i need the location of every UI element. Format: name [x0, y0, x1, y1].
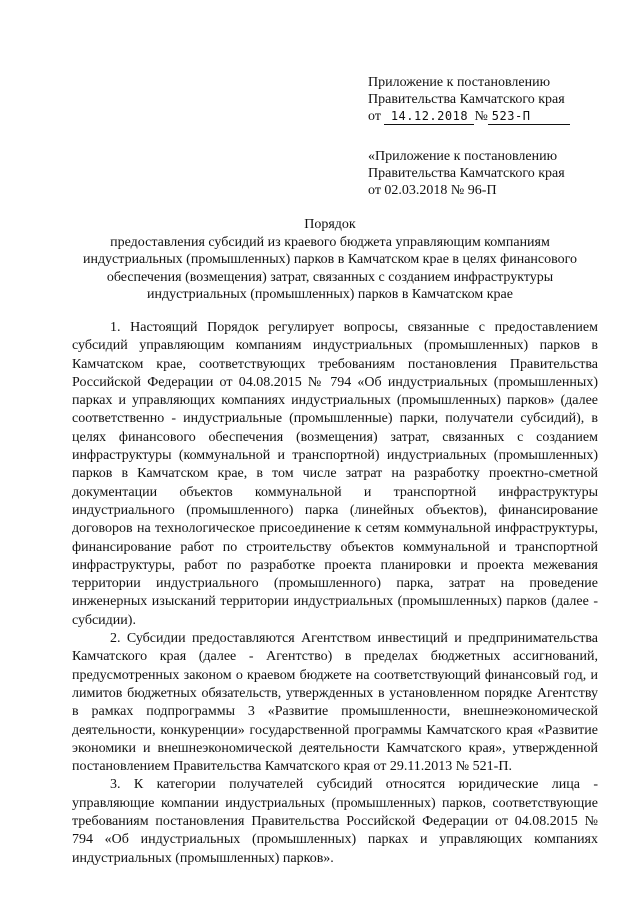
document-subtitle: предоставления субсидий из краевого бюджета управляющим компаниям индустриальных (промышленных) парков в Камчатском крае в целях финансового обеспечения (возмещения) затрат, связанных с созданием инфраструктуры индустриальных (промышленных) парков в Камчатском крае: [82, 234, 578, 302]
paragraph-3: 3. К категории получателей субсидий относятся юридические лица - управляющие компании индустриальных (промышленных) парков, соответствующие требованиям постановления Правительства Российской Федерации от 04.08.2015 № 794 «Об индустриальных (промышленных) парках и управляющих компаниях индустриальных (промышленных) парков».: [72, 777, 598, 866]
number-label: №: [474, 109, 488, 124]
appendix-number: 523-П: [491, 109, 531, 123]
paragraph-2: 2. Субсидии предоставляются Агентством инвестиций и предпринимательства Камчатского края (далее - Агентство) в пределах бюджетных ассигнований, предусмотренных законом о краевом бюджете на соответствующий финансовый год, и лимитов бюджетных обязательств, утвержденных в установленном порядке Агентству в рамках подпрограммы 3 «Развитие промышленности, внешнеэкономической деятельности, конкуренции» государственной программы Камчатского края «Развитие экономики и внешнеэкономической деятельности Камчатского края», утвержденной постановлением Правительства Камчатского края от 29.11.2013 № 521-П.: [72, 631, 598, 775]
appendix-line-2: Правительства Камчатского края: [368, 92, 565, 107]
appendix-header-old: [368, 148, 565, 199]
appendix-header-new: [368, 74, 570, 125]
paragraph-1: 1. Настоящий Порядок регулирует вопросы, связанные с предоставлением субсидий управляющим компаниям индустриальных (промышленных) парков в Камчатском крае, соответствующих требованиям постановления Правительства Российской Федерации от 04.08.2015 № 794 «Об индустриальных (промышленных) парках и управляющих компаниях индустриальных (промышленных) парков» (далее соответственно - индустриальные (промышленные) парки, получатели субсидий), в целях финансового обеспечения (возмещения) затрат, связанных с созданием инфраструктуры (коммунальной и транспортной) индустриальных (промышленных) парков в Камчатском крае, в том числе затрат на разработку проектно-сметной документации объектов коммунальной и транспортной инфраструктуры индустриального (промышленного) парка (линейных объектов), финансирование договоров на технологическое присоединение к сетям коммунальной инфраструктуры, финансирование работ по строительству объектов коммунальной и транспортной инфраструктуры, работ по разработке проекта планировки и проекта межевания территории индустриального (промышленного) парка, затрат на проведение инженерных изысканий территории индустриальных (промышленных) парков (далее - субсидии).: [72, 320, 598, 628]
appendix-date: 14.12.2018: [390, 109, 469, 123]
old-appendix-line-1: «Приложение к постановлению: [368, 149, 558, 164]
document-heading: Порядок: [304, 217, 356, 232]
old-appendix-line-3: от 02.03.2018 № 96-П: [368, 183, 497, 198]
date-slot: [384, 109, 474, 125]
document-body: [72, 319, 598, 868]
appendix-line-1: Приложение к постановлению: [368, 75, 551, 90]
old-appendix-line-2: Правительства Камчатского края: [368, 166, 565, 181]
from-label: от: [368, 109, 381, 124]
number-slot: [488, 109, 570, 125]
document-title-block: [60, 216, 600, 304]
appendix-date-line: [368, 108, 570, 125]
